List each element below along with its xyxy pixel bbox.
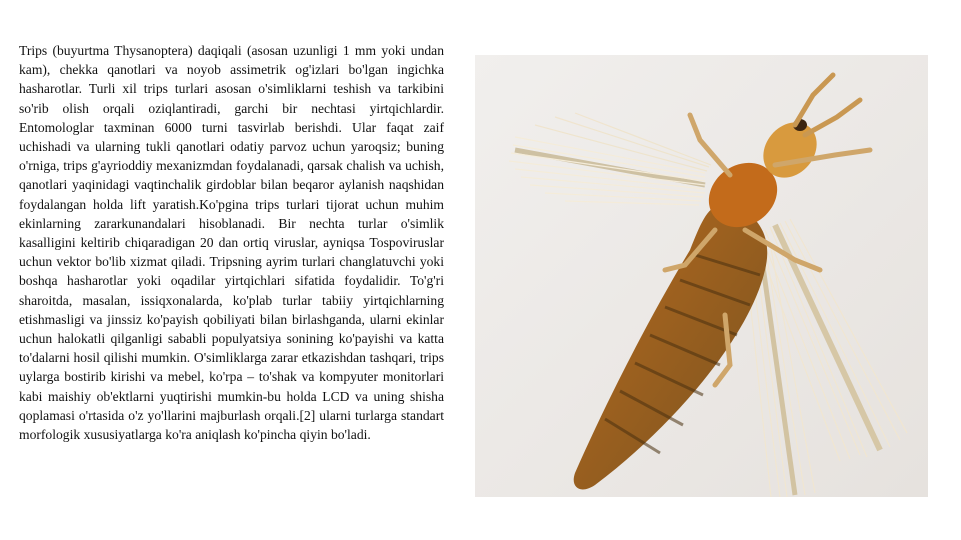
- body-paragraph: Trips (buyurtma Thysanoptera) daqiqali (asosan uzunligi 1 mm yoki undan kam), chekka qanotlari va noyob assimetrik og'izlari bo'lgan ingichka hasharotlar. Turli xil trips turlari asosan o'simliklarni teshish va tarkibini so'rib olish orqali oziqlantiradi, garchi bir nechtasi yirtqichlardir. Entomologlar taxminan 6000 turni tasvirlab berishdi. Ular faqat zaif uchishadi va ularning tukli qanotlari odatiy parvoz uchun yaroqsiz; buning o'rniga, trips g'ayrioddiy mexanizmdan foydalanadi, qarsak chalish va uchish, qanotlari yaqinidagi vaqtinchalik girdoblar bilan beqaror aylanish naqshidan foydalangan holda lift yaratish.Ko'pgina trips turlari tijorat uchun muhim ekinlarning zararkunandalari hisoblanadi. Bir nechta turlar o'simlik kasalligini keltirib chiqaradigan 20 dan ortiq viruslar, ayniqsa Tospoviruslar uchun vektor bo'lib xizmat qiladi. Tripsning ayrim turlari changlatuvchi yoki boshqa hasharotlar yoki oqadilar yirtqichlari sifatida foydalidir. To'g'ri sharoitda, masalan, issiqxonalarda, ko'plab turlar tabiiy yirtqichlarning etishmasligi va jinssiz ko'payish qobiliyati bilan birlashganda, ularni ekinlar uchun halokatli qilganligi sababli populyatsiya sonining ko'payishi va katta to'dalarni hosil qilishi mumkin. O'simliklarga zarar etkazishdan tashqari, trips uylarga bostirib kirishi va mebel, ko'rpa – to'shak va kompyuter monitorlari kabi maishiy ob'ektlarni yuqtirishi mumkin-bu holda LCD va uning shisha qoplamasi o'rtasida o'z yo'llarini majburlash orqali.[2] ularni turlarga standart morfologik xususiyatlarga ko'ra aniqlash ko'pincha qiyin bo'ladi.: [19, 43, 444, 443]
- thrips-photo: [475, 55, 928, 497]
- thrips-illustration: [475, 55, 928, 497]
